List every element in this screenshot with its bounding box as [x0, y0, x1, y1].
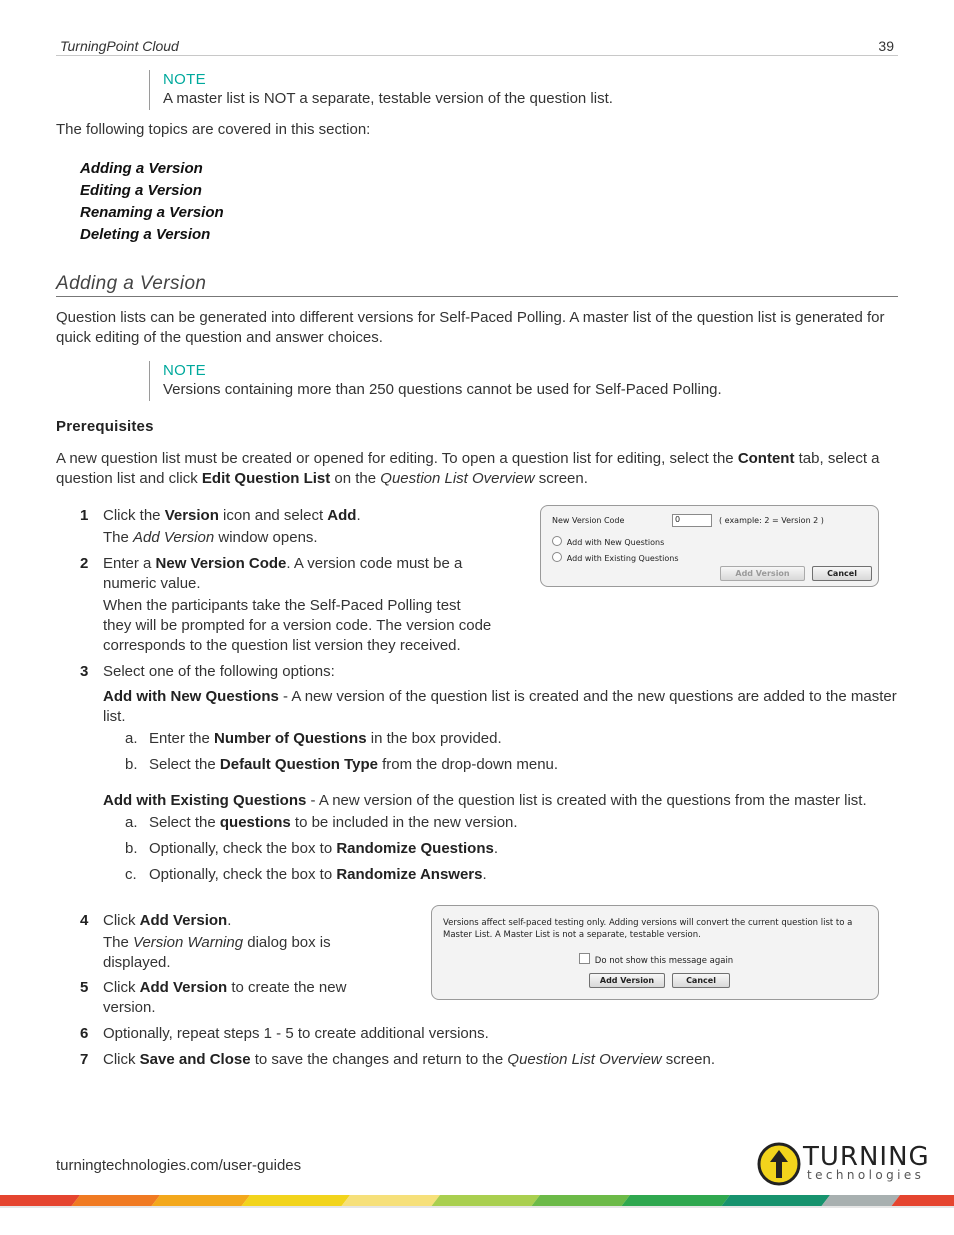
sub-label-1b: b. [125, 756, 138, 773]
add-version-button[interactable]: Add Version [589, 973, 665, 988]
step-number-1: 1 [80, 507, 89, 524]
topic-link-deleting[interactable]: Deleting a Version [80, 226, 211, 243]
step-number-5: 5 [80, 979, 89, 996]
note-text: A master list is NOT a separate, testable version of the question list. [163, 90, 613, 107]
header-divider [56, 55, 898, 56]
add-new-questions-option[interactable]: Add with New Questions [552, 531, 664, 549]
version-code-label: New Version Code [552, 516, 625, 525]
footer-color-stripe [0, 1195, 954, 1208]
step-5-text: Click Add Version to create the new version. [103, 979, 347, 1016]
logo-wordmark-bottom: technologies [807, 1168, 925, 1182]
dont-show-again-checkbox[interactable] [579, 953, 590, 964]
sub-step-2c: Optionally, check the box to Randomize Answers. [149, 866, 487, 883]
sub-step-2b: Optionally, check the box to Randomize Questions. [149, 840, 499, 857]
step-2-text: Enter a New Version Code. A version code must be a numeric value. When the participants take the Self-Paced Polling test they will be prompted for a version code. The version code corresponds to the question list version they received. [103, 555, 492, 654]
radio-existing-questions[interactable] [552, 552, 562, 562]
note-title-2: NOTE [163, 362, 206, 379]
version-code-input[interactable]: 0 [672, 514, 712, 527]
sub-label-1a: a. [125, 730, 138, 747]
step-1-text: Click the Version icon and select Add. The Add Version window opens. [103, 507, 361, 546]
topic-link-renaming[interactable]: Renaming a Version [80, 204, 224, 221]
note-box-2 [149, 361, 722, 401]
radio-new-questions[interactable] [552, 536, 562, 546]
step-number-2: 2 [80, 555, 89, 572]
warning-cancel-button[interactable]: Cancel [672, 973, 730, 988]
sub-step-2a: Select the questions to be included in the new version. [149, 814, 518, 831]
logo-wordmark-top: TURNING [803, 1142, 930, 1172]
turning-logo [757, 1142, 932, 1188]
topic-link-editing[interactable]: Editing a Version [80, 182, 202, 199]
dont-show-again-option[interactable]: Do not show this message again [579, 949, 733, 967]
add-version-dialog [540, 505, 879, 587]
option-existing-questions-desc: Add with Existing Questions - A new version of the question list is created with the questions from the master list. [103, 792, 867, 809]
topic-link-adding[interactable]: Adding a Version [80, 160, 203, 177]
step-4-text: Click Add Version. The Version Warning dialog box is displayed. [103, 912, 331, 971]
sub-label-2c: c. [125, 866, 137, 883]
sub-label-2b: b. [125, 840, 138, 857]
note-box [149, 70, 613, 110]
step-number-7: 7 [80, 1051, 89, 1068]
section-title: Adding a Version [56, 273, 207, 294]
step-number-4: 4 [80, 912, 89, 929]
note-title: NOTE [163, 71, 206, 88]
step-number-3: 3 [80, 663, 89, 680]
step-7-text: Click Save and Close to save the changes and return to the Question List Overview screen. [103, 1051, 715, 1068]
step-6-text: Optionally, repeat steps 1 - 5 to create additional versions. [103, 1025, 489, 1042]
version-warning-dialog [431, 905, 879, 1000]
option-new-questions-desc: Add with New Questions - A new version of the question list is created and the new questions are added to the master list. [103, 688, 897, 725]
header-title: TurningPoint Cloud [60, 38, 179, 54]
sub-step-1b: Select the Default Question Type from the drop-down menu. [149, 756, 559, 773]
warning-message: Versions affect self-paced testing only. Adding versions will convert the current question list to a Master List. A Master List is not a separate, testable version. [443, 918, 853, 940]
version-code-example: ( example: 2 = Version 2 ) [719, 516, 824, 525]
step-number-6: 6 [80, 1025, 89, 1042]
section-paragraph: Question lists can be generated into different versions for Self-Paced Polling. A master list of the question list is generated for quick editing of the question and answer choices. [56, 309, 885, 346]
step-3-text: Select one of the following options: [103, 663, 335, 680]
logo-circle-icon [757, 1142, 803, 1188]
cancel-button[interactable]: Cancel [812, 566, 872, 581]
page-number: 39 [878, 38, 894, 54]
sub-step-1a: Enter the Number of Questions in the box provided. [149, 730, 502, 747]
intro-text: The following topics are covered in this section: [56, 121, 371, 138]
footer-url[interactable]: turningtechnologies.com/user-guides [56, 1157, 302, 1174]
section-divider [56, 296, 898, 297]
sub-label-2a: a. [125, 814, 138, 831]
note-text-2: Versions containing more than 250 questions cannot be used for Self-Paced Polling. [163, 381, 722, 398]
prerequisites-heading: Prerequisites [56, 418, 154, 435]
add-existing-questions-option[interactable]: Add with Existing Questions [552, 547, 679, 565]
add-version-button-disabled[interactable]: Add Version [720, 566, 805, 581]
prerequisites-text: A new question list must be created or opened for editing. To open a question list for editing, select the Content tab, select a question list and click Edit Question List on the Question List Overview screen. [56, 450, 880, 487]
